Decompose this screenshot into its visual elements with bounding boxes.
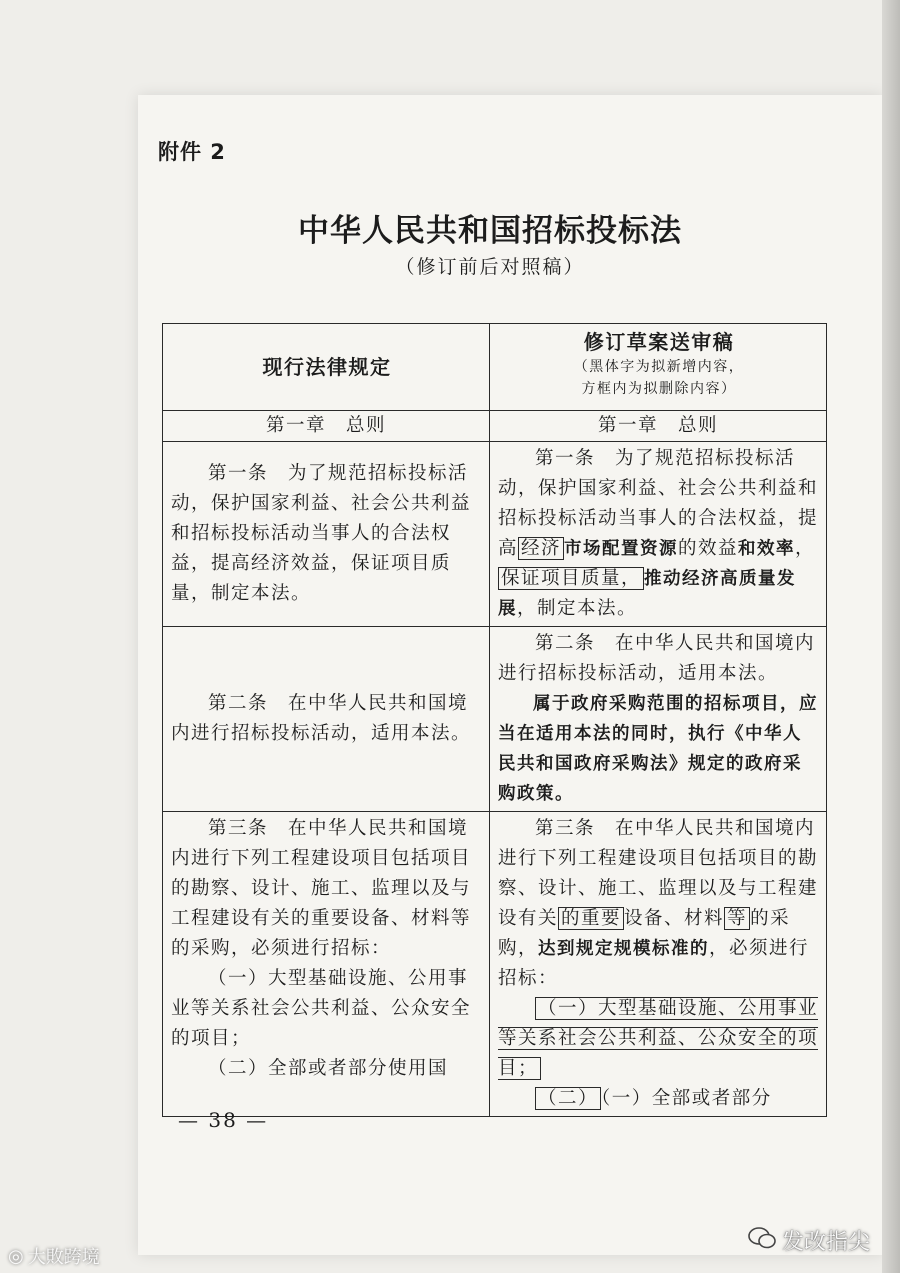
article-3-current <box>163 812 490 1117</box>
article-1-revised-text <box>498 444 820 624</box>
text-span: 设备、材料 <box>624 908 725 929</box>
document-subtitle: （修订前后对照稿） <box>395 256 585 278</box>
article-2-current <box>163 627 490 812</box>
article-3-row <box>163 812 827 1117</box>
article-3-revised-item-1 <box>498 994 820 1084</box>
watermark-logo-icon: ◎ <box>8 1245 24 1267</box>
page-binding-edge <box>882 0 900 1273</box>
article-3-current-text: 第三条 在中华人民共和国境内进行下列工程建设项目包括项目的勘察、设计、施工、监理以及与工程建设有关的重要设备、材料等的采购，必须进行招标： <box>171 818 472 959</box>
added-text: 和效率 <box>738 539 796 559</box>
article-3-current-item-1: （一）大型基础设施、公用事业等关系社会公共利益、公众安全的项目； <box>171 968 472 1049</box>
header-current-law: 现行法律规定 <box>163 324 490 411</box>
article-2-revised <box>490 627 827 812</box>
deleted-text: （二） <box>535 1087 601 1110</box>
article-1-row <box>163 442 827 627</box>
chapter-current: 第一章 总则 <box>163 411 490 442</box>
article-1-current-text: 第一条 为了规范招标投标活动，保护国家利益、社会公共利益和招标投标活动当事人的合法权益，提高经济效益，保证项目质量，制定本法。 <box>171 463 472 604</box>
article-2-added-paragraph: 属于政府采购范围的招标项目，应当在适用本法的同时，执行《中华人民共和国政府采购法》规定的政府采购政策。 <box>498 694 818 804</box>
article-2-revised-text: 第二条 在中华人民共和国境内进行招标投标活动，适用本法。 <box>498 633 816 684</box>
article-3-revised <box>490 812 827 1117</box>
document-title: 中华人民共和国招标投标法 <box>298 213 682 249</box>
article-2-row <box>163 627 827 812</box>
article-1-revised <box>490 442 827 627</box>
table-header-row <box>163 324 827 411</box>
comparison-table <box>162 323 827 1117</box>
text-span: 的效益 <box>678 538 739 559</box>
text-span: ， <box>795 538 816 559</box>
text-span: （一）全部或者部分 <box>601 1088 772 1109</box>
watermark-left-text: 大敗跨境 <box>27 1247 100 1268</box>
page-number: — 38 — <box>178 1108 269 1132</box>
article-3-revised-text <box>498 814 820 994</box>
deleted-text: 等 <box>724 907 750 930</box>
deleted-text: 经济 <box>518 537 564 560</box>
article-1-current <box>163 442 490 627</box>
added-text: 市场配置资源 <box>564 539 679 559</box>
added-text: 达到规定规模标准的 <box>538 939 710 959</box>
wechat-icon <box>748 1227 776 1255</box>
deleted-text: 的重要 <box>558 907 624 930</box>
article-2-current-text: 第二条 在中华人民共和国境内进行招标投标活动，适用本法。 <box>171 693 472 744</box>
added-text: 推动经济高质量发展 <box>498 569 797 619</box>
header-revised-draft-title: 修订草案送审稿 <box>583 330 735 354</box>
header-note-line-2: 方框内为拟删除内容） <box>581 381 737 397</box>
watermark-right-text: 发改指尖 <box>781 1230 870 1255</box>
deleted-text: 保证项目质量， <box>498 567 644 590</box>
text-span: 第一条 为了规范招标投标活动，保护国家利益、社会公共利益和招标投标活动当事人的合法权益，提高 <box>498 448 819 559</box>
attachment-label: 附件 2 <box>158 140 226 164</box>
text-span: ，必须进行招标： <box>498 938 810 989</box>
text-span: 第三条 在中华人民共和国境内进行下列工程建设项目包括项目的勘察、设计、施工、监理以及与工程建设有关 <box>498 818 819 929</box>
text-span: 的采购， <box>498 908 791 959</box>
chapter-revised: 第一章 总则 <box>490 411 827 442</box>
header-revised-draft <box>490 324 827 411</box>
chapter-row <box>163 411 827 442</box>
watermark-left <box>8 1243 100 1269</box>
article-3-revised-item-2 <box>498 1084 820 1114</box>
text-span: ，制定本法。 <box>517 598 638 619</box>
deleted-text: （一）大型基础设施、公用事业等关系社会公共利益、公众安全的项目； <box>498 998 819 1079</box>
header-note-line-1: （黑体字为拟新增内容， <box>573 359 745 375</box>
article-3-current-item-2: （二）全部或者部分使用国 <box>208 1058 449 1079</box>
watermark-right <box>748 1225 870 1256</box>
